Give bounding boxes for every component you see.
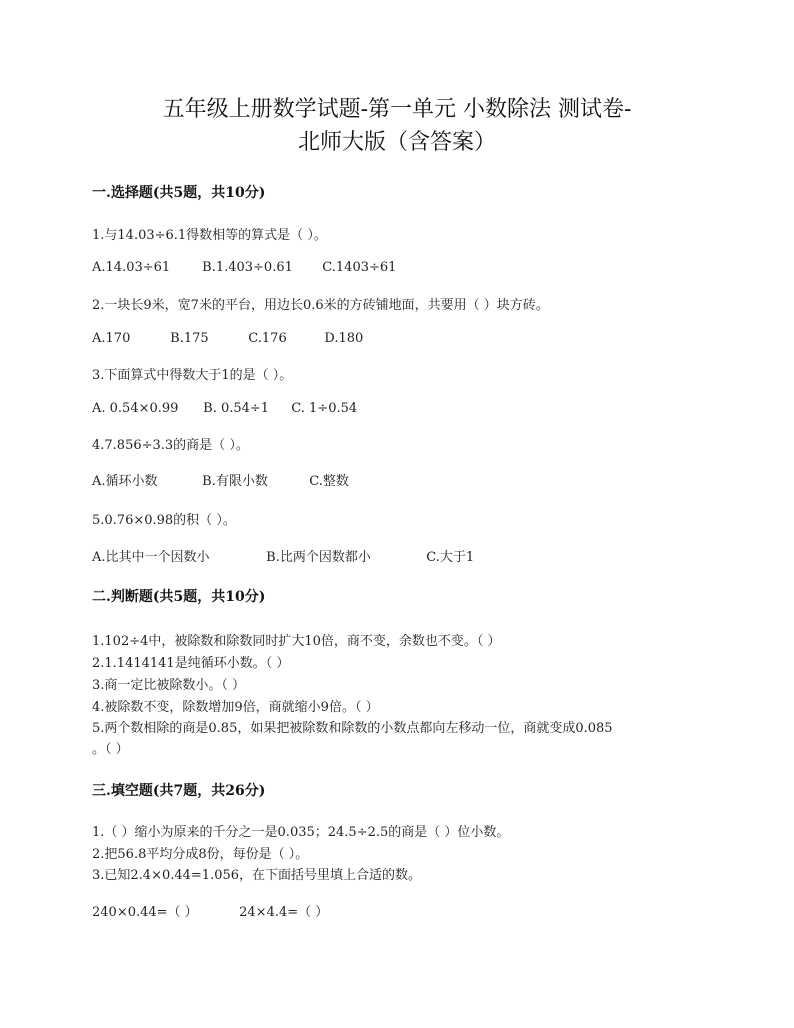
option: B.175 <box>170 331 209 346</box>
question-4: 4.7.856÷3.3的商是（ ）。 <box>92 438 249 453</box>
question-4-options <box>92 470 349 489</box>
fill-item-3: 3.已知2.4×0.44=1.056，在下面括号里填上合适的数。 <box>92 868 422 883</box>
judge-item-2: 2.1.1414141是纯循环小数。（ ） <box>92 656 290 671</box>
option: A.比其中一个因数小 <box>92 550 210 565</box>
option: A.170 <box>92 331 131 346</box>
fill-item-1: 1.（ ）缩小为原来的千分之一是0.035；24.5÷2.5的商是（ ）位小数。 <box>92 825 510 840</box>
section1-heading: 一.选择题(共5题，共10分) <box>92 185 266 201</box>
question-2-options <box>92 331 363 346</box>
judge-item-1: 1.102÷4中，被除数和除数同时扩大10倍，商不变，余数也不变。（ ） <box>92 634 501 649</box>
option: A.14.03÷61 <box>92 260 171 275</box>
judge-item-3: 3.商一定比被除数小。（ ） <box>92 678 246 693</box>
option: C.1403÷61 <box>322 260 397 275</box>
option: B.比两个因数都小 <box>266 550 371 565</box>
option: C. 1÷0.54 <box>291 401 358 416</box>
question-2: 2.一块长9米，宽7米的平台，用边长0.6米的方砖铺地面，共要用（ ）块方砖。 <box>92 298 549 313</box>
fill-blank: 24×4.4=（ ） <box>239 905 329 920</box>
option: C.176 <box>248 331 287 346</box>
option: B.1.403÷0.61 <box>202 260 293 275</box>
option: C.大于1 <box>426 550 475 565</box>
judge-item-5: 5.两个数相除的商是0.85，如果把被除数和除数的小数点都向左移动一位，商就变成0.085 <box>92 721 613 736</box>
question-5-options <box>92 546 474 565</box>
fill-item-2: 2.把56.8平均分成8份，每份是（ ）。 <box>92 847 309 862</box>
question-1-options <box>92 260 396 275</box>
option: C.整数 <box>309 474 349 489</box>
judge-item-4: 4.被除数不变，除数增加9倍，商就缩小9倍。（ ） <box>92 700 379 715</box>
fill-item-3-blanks <box>92 901 328 920</box>
question-1: 1.与14.03÷6.1得数相等的算式是（ ）。 <box>92 228 327 243</box>
option: A.循环小数 <box>92 474 158 489</box>
question-3-options <box>92 401 357 416</box>
section2-heading: 二.判断题(共5题，共10分) <box>92 589 266 605</box>
question-3: 3.下面算式中得数大于1的是（ ）。 <box>92 368 293 383</box>
page-title-line1: 五年级上册数学试题-第一单元 小数除法 测试卷- <box>162 97 632 122</box>
option: B. 0.54÷1 <box>203 401 270 416</box>
judge-item-5-continued: 。（ ） <box>92 742 129 757</box>
page-title-line2: 北师大版（含答案） <box>297 130 496 155</box>
question-5: 5.0.76×0.98的积（ ）。 <box>92 513 236 528</box>
fill-blank: 240×0.44=（ ） <box>92 905 198 920</box>
option: B.有限小数 <box>202 474 268 489</box>
section3-heading: 三.填空题(共7题，共26分) <box>92 783 266 799</box>
option: D.180 <box>324 331 364 346</box>
option: A. 0.54×0.99 <box>92 401 179 416</box>
